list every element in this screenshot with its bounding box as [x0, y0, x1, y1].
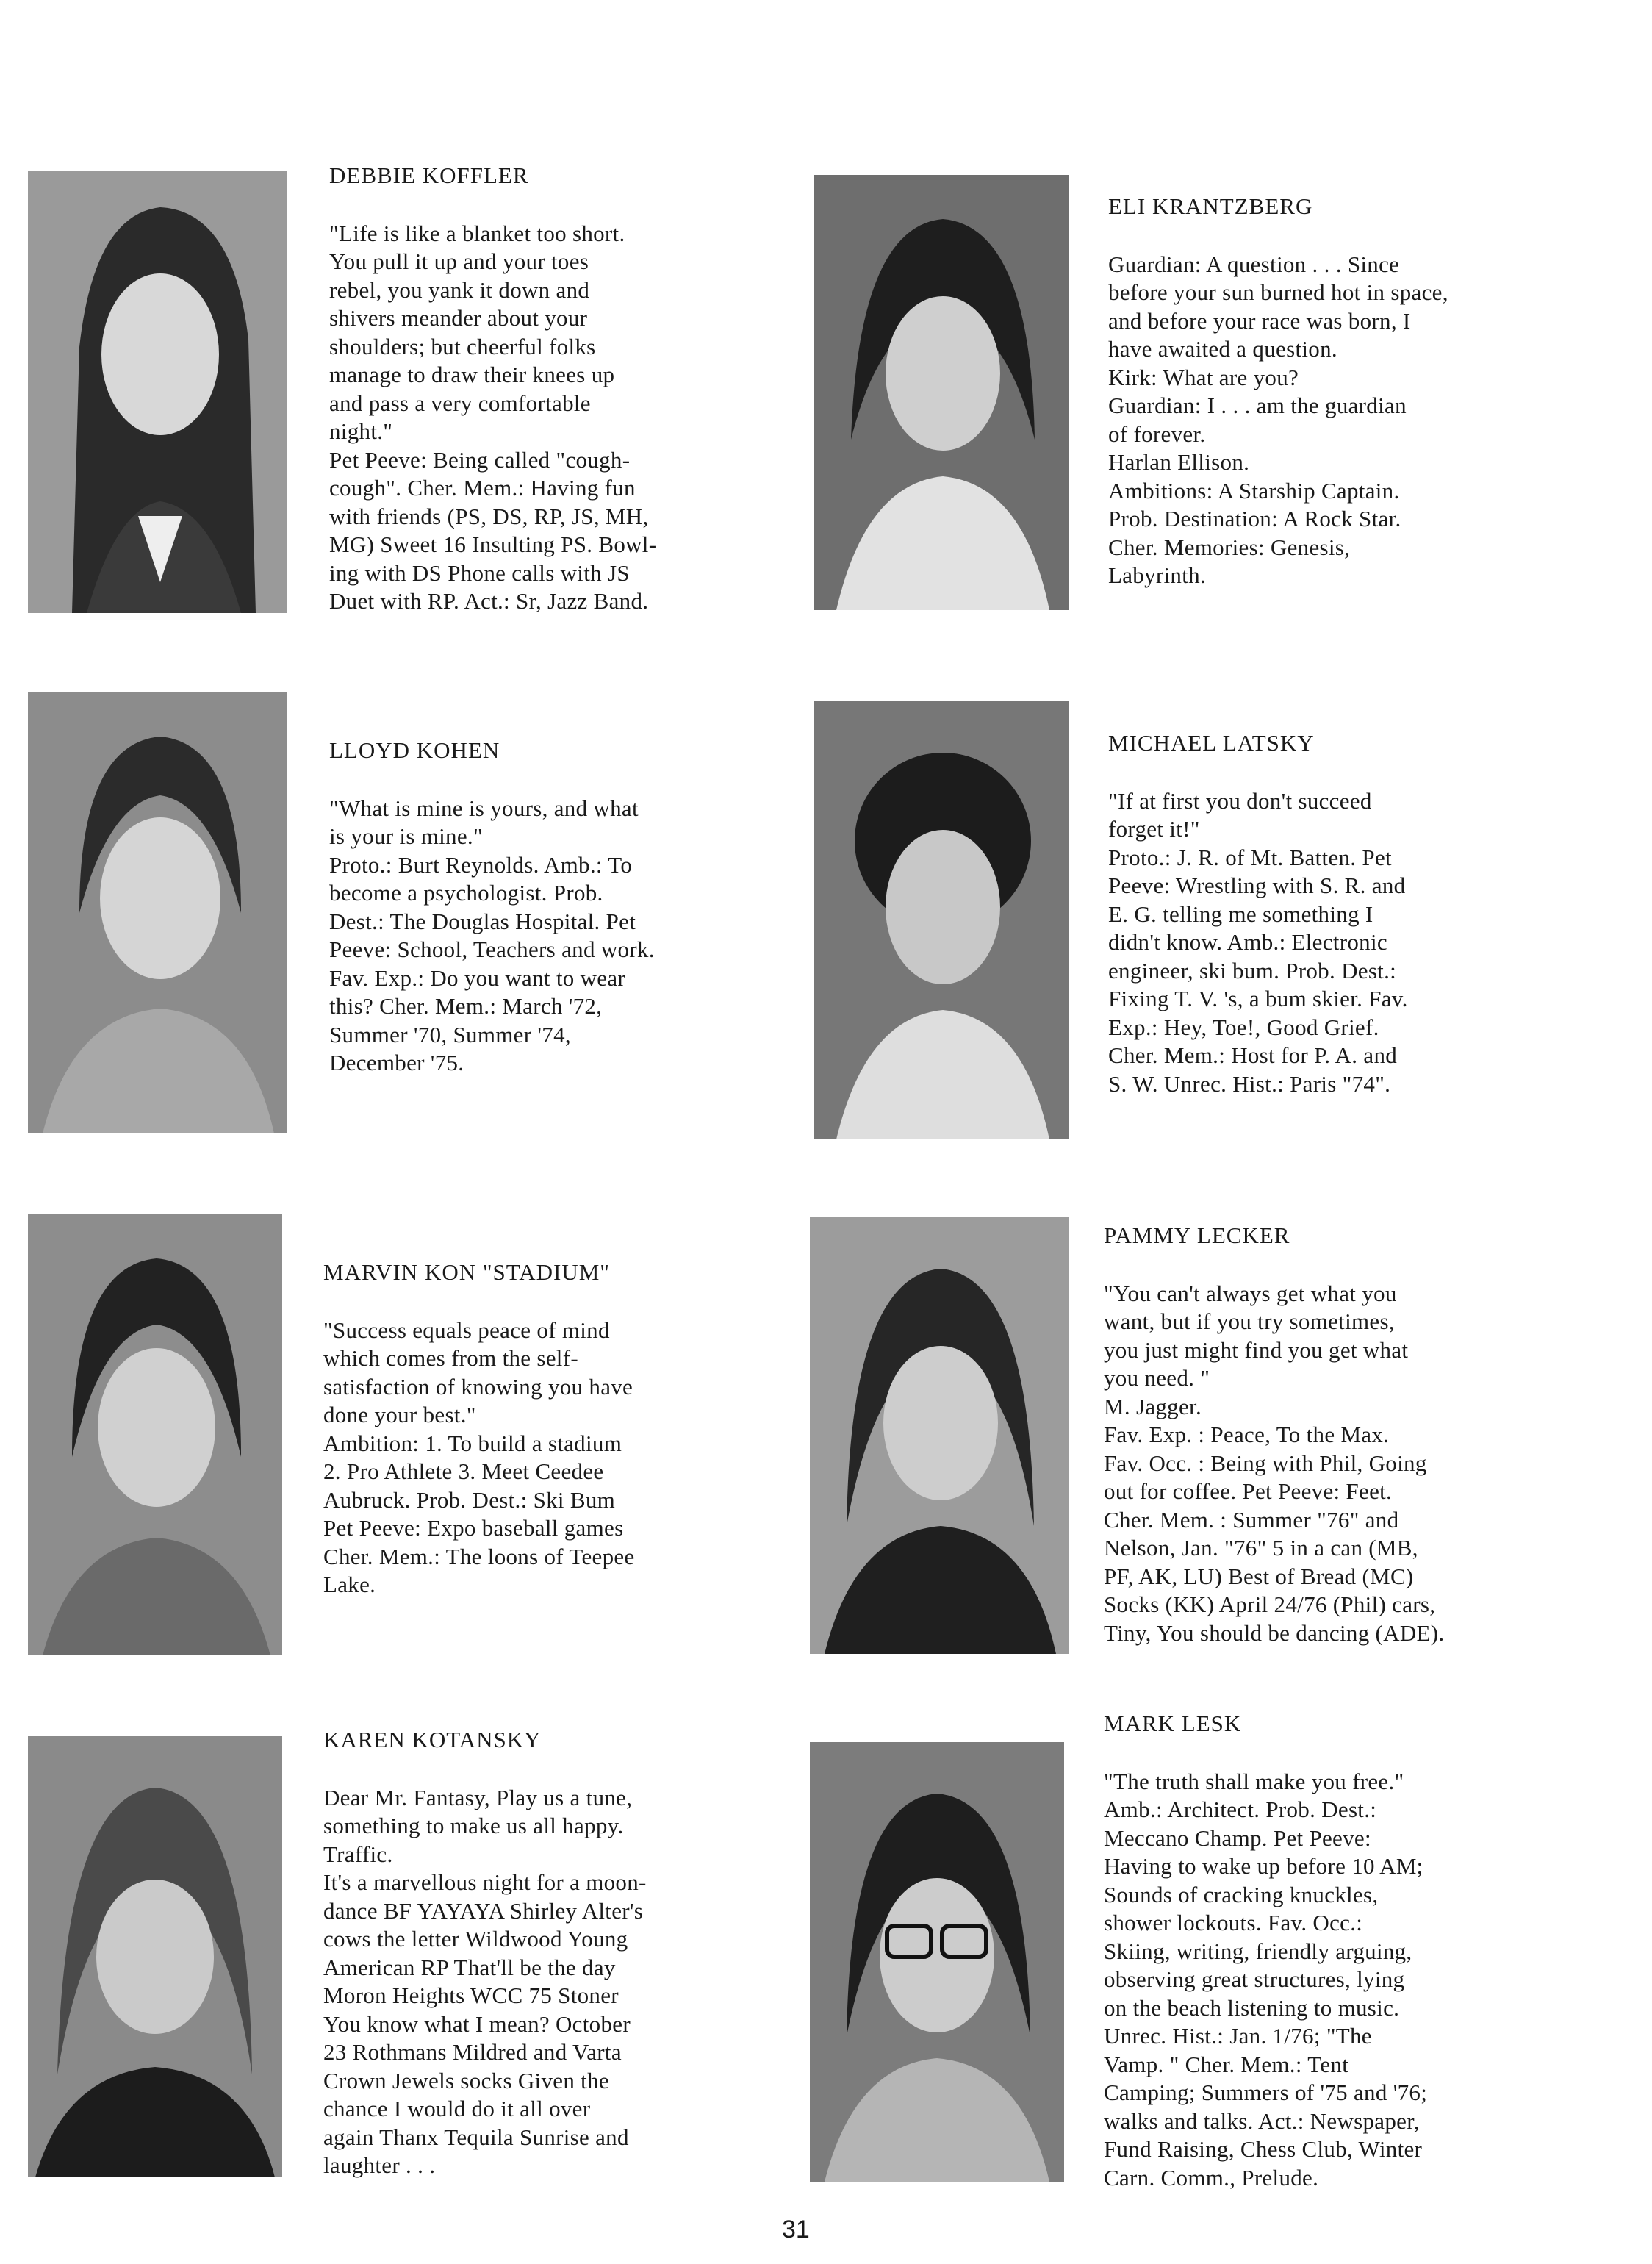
entry-line: Proto.: Burt Reynolds. Amb.: To [329, 851, 633, 878]
entry-line: which comes from the self- [323, 1345, 578, 1371]
entry-line: Sounds of cracking knuckles, [1104, 1881, 1379, 1907]
entry-line: "What is mine is yours, and what [329, 795, 639, 821]
student-entry-text [1104, 1222, 1444, 1647]
entry-line: "The truth shall make you free." [1104, 1768, 1404, 1794]
entry-line: Ambitions: A Starship Captain. [1108, 477, 1400, 504]
student-photo [28, 171, 287, 613]
entry-line: Crown Jewels socks Given the [323, 2067, 609, 2093]
entry-line: 23 Rothmans Mildred and Varta [323, 2039, 622, 2065]
entry-line: you need. " [1104, 1365, 1210, 1391]
entry-line: before your sun burned hot in space, [1108, 279, 1448, 305]
entry-line: Cher. Mem.: The loons of Teepee [323, 1543, 635, 1569]
entry-line: observing great structures, lying [1104, 1966, 1405, 1992]
student-entry-text [323, 1726, 647, 2180]
entry-line: You pull it up and your toes [329, 248, 589, 274]
entry-line: of forever. [1108, 420, 1206, 447]
student-photo [810, 1742, 1064, 2182]
entry-line: Tiny, You should be dancing (ADE). [1104, 1619, 1445, 1646]
entry-line: cows the letter Wildwood Young [323, 1926, 628, 1952]
entry-line: and pass a very comfortable [329, 390, 591, 416]
entry-line: with friends (PS, DS, RP, JS, MH, [329, 503, 649, 529]
entry-line: Fav. Occ. : Being with Phil, Going [1104, 1450, 1427, 1476]
entry-line: E. G. telling me something I [1108, 900, 1373, 927]
student-photo [28, 1214, 282, 1655]
entry-line: satisfaction of knowing you have [323, 1373, 633, 1400]
entry-line: Duet with RP. Act.: Sr, Jazz Band. [329, 588, 649, 614]
entry-line: become a psychologist. Prob. [329, 880, 603, 906]
entry-line: you just might find you get what [1104, 1336, 1409, 1363]
entry-line: laughter . . . [323, 2152, 436, 2178]
student-name: ELI KRANTZBERG [1108, 193, 1313, 219]
entry-line: Fund Raising, Chess Club, Winter [1104, 2136, 1423, 2162]
entry-line: Carn. Comm., Prelude. [1104, 2164, 1319, 2190]
student-entry-text [1108, 729, 1408, 1098]
entry-line: rebel, you yank it down and [329, 276, 590, 303]
entry-line: shivers meander about your [329, 305, 588, 331]
entry-line: S. W. Unrec. Hist.: Paris "74". [1108, 1070, 1391, 1097]
entry-line: "Life is like a blanket too short. [329, 220, 625, 246]
entry-line: is your is mine." [329, 823, 483, 849]
entry-line: Proto.: J. R. of Mt. Batten. Pet [1108, 844, 1392, 870]
page-number: 31 [782, 2215, 810, 2243]
entry-line: manage to draw their knees up [329, 362, 615, 387]
entry-line: Cher. Memories: Genesis, [1108, 534, 1351, 560]
student-photo [810, 1217, 1069, 1654]
entry-line: ing with DS Phone calls with JS [329, 559, 630, 586]
student-photo [28, 692, 287, 1133]
entry-line: Cher. Mem.: Host for P. A. and [1108, 1042, 1398, 1068]
entry-line: "If at first you don't succeed [1108, 787, 1372, 814]
student-name: KAREN KOTANSKY [323, 1727, 542, 1752]
entry-line: Kirk: What are you? [1108, 364, 1299, 390]
student-name: MARK LESK [1104, 1710, 1242, 1736]
entry-line: Aubruck. Prob. Dest.: Ski Bum [323, 1486, 616, 1513]
student-name: PAMMY LECKER [1104, 1222, 1290, 1248]
student-entry-text [329, 162, 656, 616]
entry-line: Unrec. Hist.: Jan. 1/76; "The [1104, 2023, 1372, 2049]
entry-line: Fav. Exp.: Do you want to wear [329, 964, 626, 991]
entry-line: engineer, ski bum. Prob. Dest.: [1108, 957, 1397, 984]
student-name: DEBBIE KOFFLER [329, 162, 529, 188]
student-entry-text [323, 1258, 635, 1600]
entry-line: Pet Peeve: Expo baseball games [323, 1515, 624, 1541]
entry-line: chance I would do it all over [323, 2096, 591, 2121]
entry-line: Dear Mr. Fantasy, Play us a tune, [323, 1784, 633, 1810]
entry-line: Prob. Destination: A Rock Star. [1108, 506, 1401, 531]
entry-line: dance BF YAYAYA Shirley Alter's [323, 1897, 644, 1924]
entry-line: forget it!" [1108, 816, 1200, 842]
student-photo [814, 175, 1069, 610]
entry-line: "Success equals peace of mind [323, 1317, 610, 1343]
entry-line: Vamp. " Cher. Mem.: Tent [1104, 2051, 1349, 2077]
entry-line: Peeve: School, Teachers and work. [329, 936, 655, 962]
entry-line: shower lockouts. Fav. Occ.: [1104, 1910, 1363, 1935]
entry-line: December '75. [329, 1050, 464, 1075]
student-photo [814, 701, 1069, 1139]
entry-line: again Thanx Tequila Sunrise and [323, 2124, 629, 2150]
entry-line: M. Jagger. [1104, 1393, 1202, 1419]
entry-line: Moron Heights WCC 75 Stoner [323, 1982, 619, 2008]
entry-line: MG) Sweet 16 Insulting PS. Bowl- [329, 531, 657, 557]
entry-line: Guardian: I . . . am the guardian [1108, 393, 1407, 418]
student-entry-text [1108, 193, 1448, 590]
entry-line: out for coffee. Pet Peeve: Feet. [1104, 1478, 1393, 1504]
entry-line: Camping; Summers of '75 and '76; [1104, 2079, 1428, 2105]
entry-line: cough". Cher. Mem.: Having fun [329, 475, 636, 501]
student-entry-text [1104, 1710, 1427, 2192]
entry-line: It's a marvellous night for a moon- [323, 1869, 647, 1895]
entry-line: Lake. [323, 1572, 376, 1597]
entry-line: Guardian: A question . . . Since [1108, 251, 1400, 277]
entry-line: Exp.: Hey, Toe!, Good Grief. [1108, 1014, 1379, 1040]
entry-line: Peeve: Wrestling with S. R. and [1108, 873, 1406, 898]
entry-line: 2. Pro Athlete 3. Meet Ceedee [323, 1458, 604, 1484]
entry-line: PF, AK, LU) Best of Bread (MC) [1104, 1563, 1414, 1589]
entry-line: Fixing T. V. 's, a bum skier. Fav. [1108, 986, 1408, 1011]
student-photo [28, 1736, 282, 2177]
student-name: MICHAEL LATSKY [1108, 730, 1315, 756]
student-name: LLOYD KOHEN [329, 737, 500, 763]
entry-line: Traffic. [323, 1841, 393, 1867]
entry-line: Labyrinth. [1108, 562, 1206, 588]
entry-line: done your best." [323, 1402, 476, 1427]
entry-line: on the beach listening to music. [1104, 1994, 1400, 2021]
entry-line: shoulders; but cheerful folks [329, 333, 596, 359]
entry-line: something to make us all happy. [323, 1813, 624, 1838]
entry-line: Pet Peeve: Being called "cough- [329, 446, 631, 473]
entry-line: Harlan Ellison. [1108, 449, 1250, 475]
entry-line: Dest.: The Douglas Hospital. Pet [329, 908, 636, 934]
entry-line: didn't know. Amb.: Electronic [1108, 929, 1387, 955]
entry-line: night." [329, 418, 393, 444]
entry-line: Fav. Exp. : Peace, To the Max. [1104, 1422, 1390, 1447]
entry-line: Having to wake up before 10 AM; [1104, 1853, 1423, 1879]
entry-line: Nelson, Jan. "76" 5 in a can (MB, [1104, 1535, 1418, 1561]
entry-line: Skiing, writing, friendly arguing, [1104, 1938, 1412, 1964]
entry-line: Summer '70, Summer '74, [329, 1021, 571, 1047]
entry-line: and before your race was born, I [1108, 307, 1411, 334]
entry-line: Cher. Mem. : Summer "76" and [1104, 1506, 1399, 1533]
entry-line: You know what I mean? October [323, 2010, 631, 2037]
student-name: MARVIN KON "STADIUM" [323, 1259, 610, 1285]
entry-line: Amb.: Architect. Prob. Dest.: [1104, 1796, 1377, 1822]
entry-line: have awaited a question. [1108, 336, 1337, 362]
entry-line: American RP That'll be the day [323, 1954, 616, 1980]
entry-line: Socks (KK) April 24/76 (Phil) cars, [1104, 1591, 1436, 1617]
student-entry-text [329, 737, 655, 1078]
entry-line: Ambition: 1. To build a stadium [323, 1430, 622, 1456]
entry-line: this? Cher. Mem.: March '72, [329, 993, 603, 1019]
entry-line: want, but if you try sometimes, [1104, 1308, 1395, 1334]
entry-line: "You can't always get what you [1104, 1280, 1397, 1306]
entry-line: Meccano Champ. Pet Peeve: [1104, 1824, 1371, 1851]
entry-line: walks and talks. Act.: Newspaper, [1104, 2107, 1420, 2134]
